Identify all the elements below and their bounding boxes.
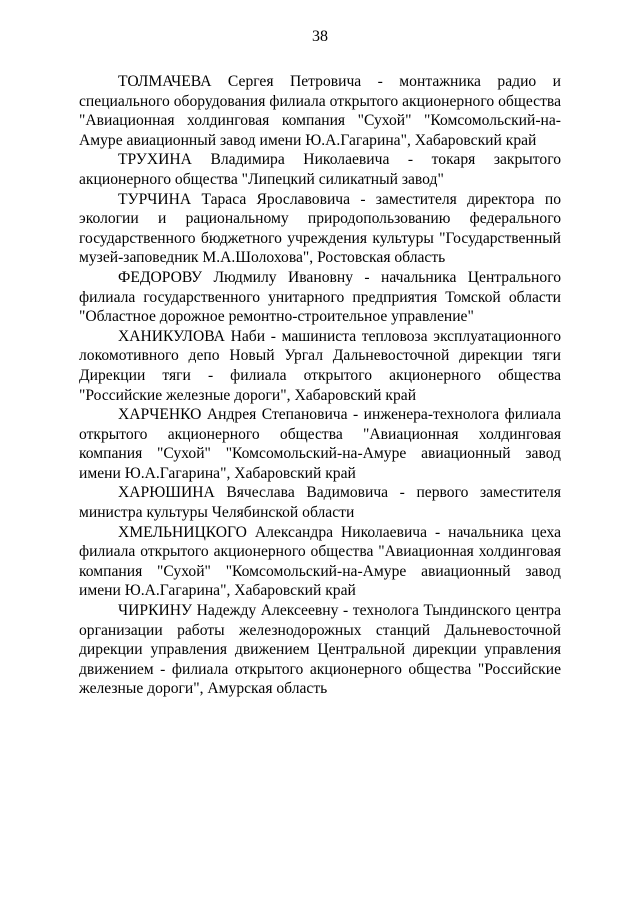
- entry-surname: ХАРЧЕНКО: [118, 406, 202, 424]
- entry-details: Наби - машиниста тепловоза эксплуатационного локомотивного депо Новый Ургал Дальневосточной дирекции тяги Дирекции тяги - филиала открытого акционерного общества "Российские железные дороги", Хабаровский край: [79, 327, 561, 404]
- entry-details: Сергея Петровича - монтажника радио и специального оборудования филиала открытого акционерного общества "Авиационная холдинговая компания "Сухой" "Комсомольский-на-Амуре авиационный завод имени Ю.А.Гагарина", Хабаровский край: [79, 73, 561, 149]
- award-entry: [79, 405, 561, 483]
- award-entry: [79, 268, 561, 327]
- award-entry: [79, 327, 561, 405]
- award-entry: [79, 523, 561, 601]
- entry-surname: ХМЕЛЬНИЦКОГО: [118, 523, 247, 541]
- entry-surname: ЧИРКИНУ: [118, 602, 193, 620]
- award-entry: [79, 483, 561, 522]
- entry-details: Людмилу Ивановну - начальника Центрального филиала государственного унитарного предприятия Томской области "Областное дорожное ремонтно-строительное управление": [79, 268, 561, 326]
- award-entry: [79, 72, 561, 150]
- award-entry: [79, 190, 561, 268]
- entry-details: Андрея Степановича - инженера-технолога филиала открытого акционерного общества "Авиационная холдинговая компания "Сухой" "Комсомольский-на-Амуре авиационный завод имени Ю.А.Гагарина", Хабаровский край: [79, 406, 561, 482]
- entry-details: Вячеслава Вадимовича - первого заместителя министра культуры Челябинской области: [79, 484, 561, 522]
- award-entry: [79, 601, 561, 699]
- entry-surname: ХАРЮШИНА: [118, 484, 215, 502]
- award-entry: [79, 150, 561, 189]
- entry-surname: ТРУХИНА: [118, 151, 192, 169]
- entry-surname: ХАНИКУЛОВА: [118, 327, 225, 345]
- entry-surname: ТУРЧИНА: [118, 190, 192, 208]
- entry-details: Надежду Алексеевну - технолога Тындинского центра организации работы железнодорожных станций Дальневосточной дирекции управления движением Центральной дирекции управления движением - филиала открытого акционерного общества "Российские железные дороги", Амурская область: [79, 602, 561, 698]
- page-number: 38: [312, 28, 328, 45]
- entry-surname: ФЕДОРОВУ: [118, 268, 203, 286]
- entry-details: Александра Николаевича - начальника цеха филиала открытого акционерного общества "Авиационная холдинговая компания "Сухой" "Комсомольский-на-Амуре авиационный завод имени Ю.А.Гагарина", Хабаровский край: [79, 523, 561, 600]
- entry-surname: ТОЛМАЧЕВА: [118, 73, 212, 90]
- entry-details: Тараса Ярославовича - заместителя директора по экологии и рациональному природопользованию федерального государственного бюджетного учреждения культуры "Государственный музей-заповедник М.А.Шолохова", Ростовская область: [79, 190, 561, 267]
- entry-details: Владимира Николаевича - токаря закрытого акционерного общества "Липецкий силикатный завод": [79, 151, 561, 188]
- award-list: [79, 72, 561, 699]
